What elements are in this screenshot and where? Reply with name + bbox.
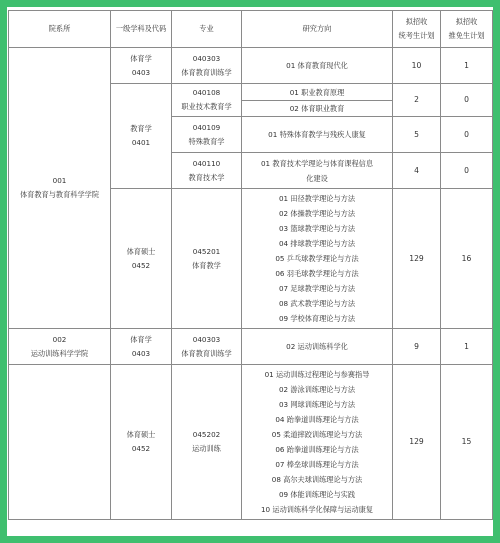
discipline-code: 0452 — [131, 260, 151, 270]
college-cell — [9, 48, 111, 329]
discipline-code: 0403 — [131, 67, 151, 77]
exam-plan-cell: 129 — [393, 365, 441, 520]
major-name: 教育技术学 — [188, 172, 225, 182]
table-row — [9, 365, 493, 520]
direction-item: 04 排球教学理论与方法 — [278, 239, 356, 248]
table-row — [9, 48, 493, 84]
header-row — [9, 11, 493, 48]
major-name: 体育教育训练学 — [181, 67, 232, 77]
header-direction: 研究方向 — [242, 11, 393, 48]
direction-item: 09 体能训练理论与实践 — [278, 490, 356, 499]
major-code: 040109 — [192, 122, 221, 132]
header-college: 院系所 — [9, 11, 111, 48]
direction-item: 01 职业教育原理 — [242, 85, 392, 101]
major-cell — [172, 48, 242, 84]
discipline-cell — [111, 329, 172, 365]
rec-plan-cell: 15 — [441, 365, 493, 520]
major-code: 040108 — [192, 88, 221, 97]
direction-cell — [242, 117, 393, 153]
direction-cell — [242, 189, 393, 329]
header-exam-plan-line2: 统考生计划 — [398, 31, 435, 40]
direction-item: 02 体操教学理论与方法 — [278, 209, 356, 218]
discipline-cell — [111, 48, 172, 84]
major-name: 运动训练 — [192, 444, 221, 453]
direction-item: 02 体育职业教育 — [289, 103, 345, 113]
direction-item: 09 学校体育理论与方法 — [278, 314, 356, 323]
major-code: 045201 — [192, 246, 221, 256]
discipline-code: 0403 — [131, 348, 151, 358]
direction-item: 10 运动训练科学化保障与运动康复 — [260, 505, 374, 514]
major-cell — [172, 365, 242, 520]
header-discipline: 一级学科及代码 — [111, 11, 172, 48]
direction-cell — [242, 84, 393, 117]
discipline-code: 0452 — [131, 444, 151, 453]
discipline-code: 0401 — [131, 138, 151, 147]
rec-plan-cell: 1 — [441, 329, 493, 365]
discipline-cell — [111, 189, 172, 329]
direction-item: 07 棒垒球训练理论与方法 — [275, 460, 359, 469]
direction-item: 08 武术教学理论与方法 — [278, 299, 356, 308]
major-name: 体育教学 — [192, 260, 221, 270]
direction-item: 03 网球训练理论与方法 — [278, 400, 356, 409]
discipline-name: 教育学 — [130, 124, 152, 133]
rec-plan-cell: 1 — [441, 48, 493, 84]
direction-item: 07 足球教学理论与方法 — [278, 284, 356, 293]
direction-item: 01 体育教育现代化 — [286, 61, 348, 70]
discipline-name: 体育硕士 — [126, 430, 156, 439]
direction-item: 08 高尔夫球训练理论与方法 — [271, 475, 363, 484]
direction-cell — [242, 329, 393, 365]
college-cell — [9, 329, 111, 365]
direction-item: 04 跆拳道训练理论与方法 — [275, 415, 359, 424]
direction-item: 01 教育技术学理论与体育课程信息化建设 — [260, 158, 374, 183]
direction-item: 02 运动训练科学化 — [286, 342, 348, 351]
major-name: 职业技术教育学 — [181, 102, 232, 111]
header-rec-plan — [441, 11, 493, 48]
exam-plan-cell: 10 — [393, 48, 441, 84]
header-rec-plan-line1: 拟招收 — [455, 17, 478, 26]
college-name: 运动训练科学学院 — [30, 348, 89, 358]
header-rec-plan-line2: 推免生计划 — [448, 31, 485, 40]
exam-plan-cell: 129 — [393, 189, 441, 329]
discipline-name: 体育学 — [130, 53, 152, 63]
college-cell — [9, 365, 111, 520]
major-code: 040303 — [192, 334, 221, 344]
discipline-name: 体育硕士 — [126, 246, 156, 256]
direction-item: 01 田径教学理论与方法 — [278, 194, 356, 203]
exam-plan-cell: 4 — [393, 153, 441, 189]
major-code: 045202 — [192, 430, 221, 439]
discipline-name: 体育学 — [130, 334, 152, 344]
direction-cell — [242, 48, 393, 84]
major-cell — [172, 189, 242, 329]
direction-item: 05 乒乓球教学理论与方法 — [275, 254, 359, 263]
college-code: 001 — [52, 176, 67, 185]
header-exam-plan-line1: 拟招收 — [405, 17, 428, 26]
direction-cell — [242, 365, 393, 520]
college-name: 体育教育与教育科学学院 — [19, 190, 100, 199]
direction-item: 05 柔道摔跤训练理论与方法 — [271, 430, 363, 439]
major-cell — [172, 329, 242, 365]
major-cell — [172, 117, 242, 153]
header-major: 专业 — [172, 11, 242, 48]
major-cell — [172, 84, 242, 117]
direction-item: 02 游泳训练理论与方法 — [278, 385, 356, 394]
exam-plan-cell: 5 — [393, 117, 441, 153]
direction-item: 06 跆拳道训练理论与方法 — [275, 445, 359, 454]
rec-plan-cell: 0 — [441, 153, 493, 189]
direction-cell — [242, 153, 393, 189]
major-code: 040303 — [192, 53, 221, 63]
rec-plan-cell: 0 — [441, 84, 493, 117]
exam-plan-cell: 9 — [393, 329, 441, 365]
discipline-cell — [111, 365, 172, 520]
direction-item: 01 运动训练过程理论与参赛指导 — [264, 370, 370, 379]
table-row — [9, 329, 493, 365]
college-code: 002 — [52, 334, 67, 344]
enrollment-plan-table — [8, 10, 493, 520]
exam-plan-cell: 2 — [393, 84, 441, 117]
major-name: 特殊教育学 — [188, 136, 225, 146]
direction-item: 01 特殊体育教学与残疾人康复 — [268, 130, 366, 139]
rec-plan-cell: 0 — [441, 117, 493, 153]
direction-item: 03 篮球教学理论与方法 — [278, 224, 356, 233]
major-name: 体育教育训练学 — [181, 348, 232, 358]
direction-item: 06 羽毛球教学理论与方法 — [275, 269, 359, 278]
major-cell — [172, 153, 242, 189]
discipline-cell — [111, 84, 172, 189]
rec-plan-cell: 16 — [441, 189, 493, 329]
header-exam-plan — [393, 11, 441, 48]
major-code: 040110 — [192, 158, 221, 168]
